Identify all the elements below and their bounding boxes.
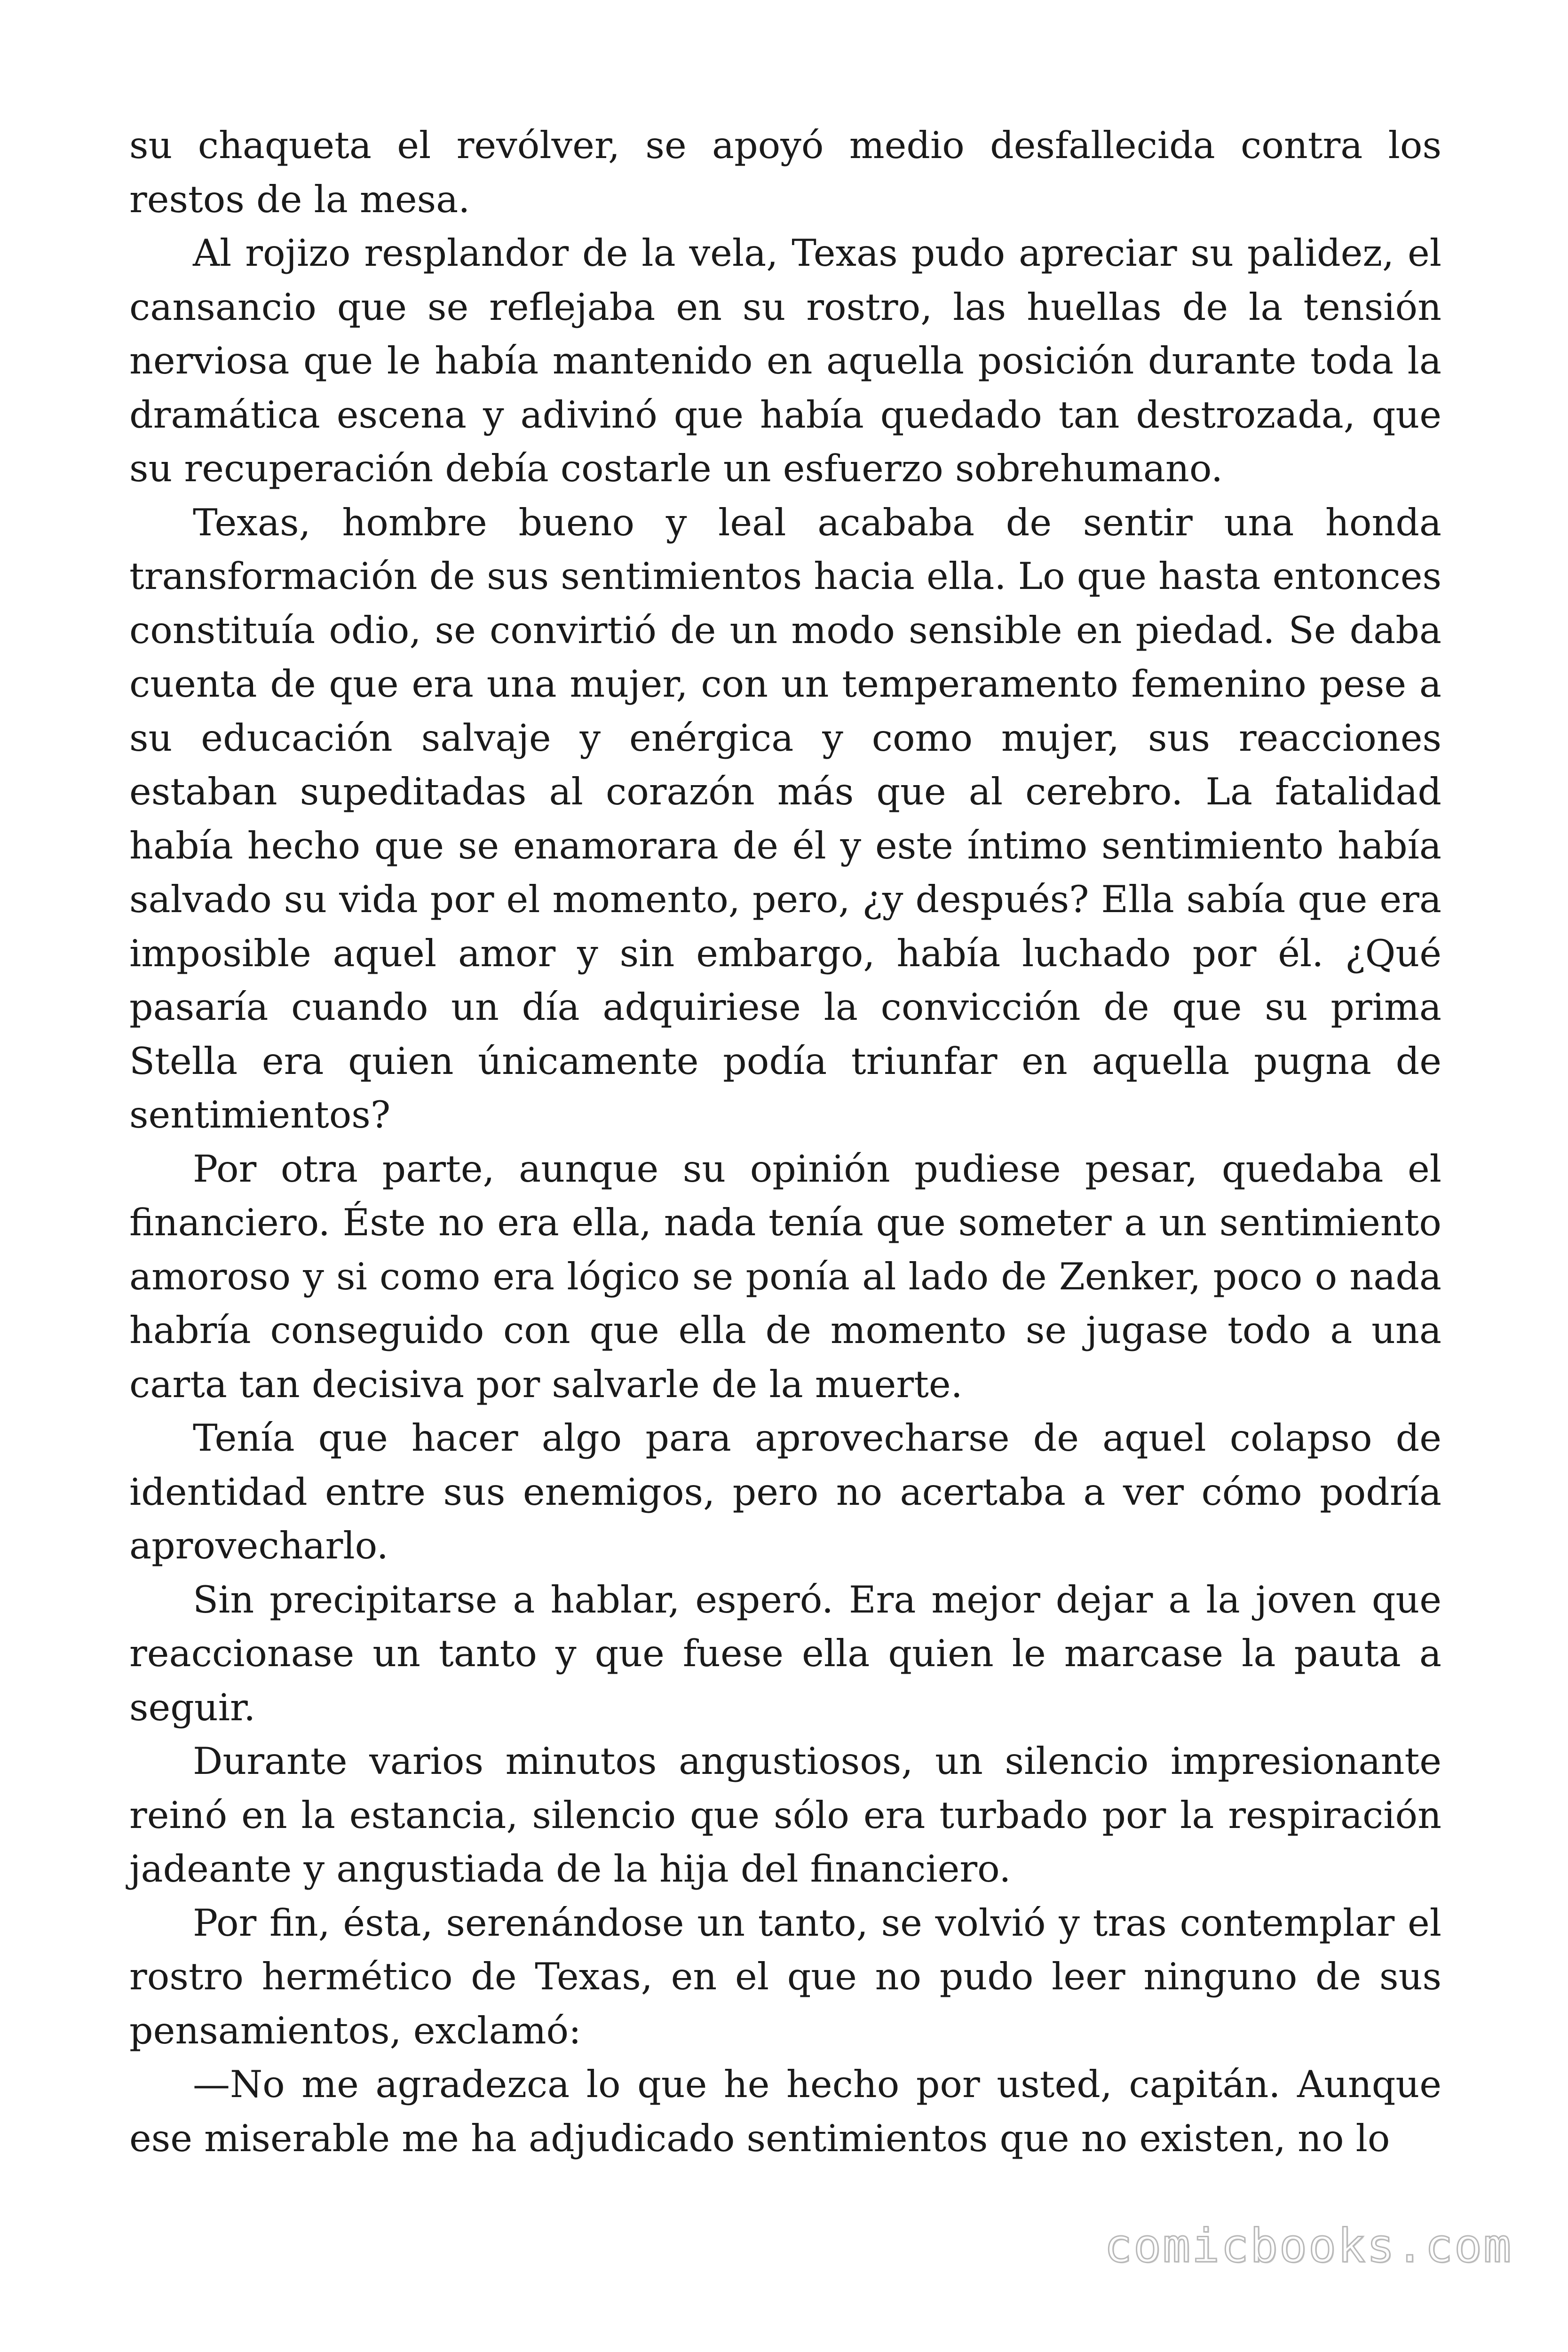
paragraph-5: Tenía que hacer algo para aprovecharse de aquel colapso de identidad entre sus enemigos, pero no acertaba a ver cómo podría aprovecharlo. [129,1416,1441,1567]
paragraph-7: Durante varios minutos angustiosos, un silencio impresionante reinó en la estancia, silencio que sólo era turbado por la respiración jadeante y angustiada de la hija del financiero. [129,1740,1441,1891]
paragraph-8: Por fin, ésta, serenándose un tanto, se volvió y tras contemplar el rostro hermético de Texas, en el que no pudo leer ninguno de sus pensamientos, exclamó: [129,1901,1441,2052]
paragraph-2: Al rojizo resplandor de la vela, Texas pudo apreciar su palidez, el cansancio que se reflejaba en su rostro, las huellas de la tensión nerviosa que le había mantenido en aquella posición durante toda la dramática escena y adivinó que había quedado tan destrozada, que su recuperación debía costarle un esfuerzo sobrehumano. [129,231,1441,490]
paragraph-4: Por otra parte, aunque su opinión pudiese pesar, quedaba el financiero. Éste no era ella, nada tenía que someter a un sentimiento amoroso y si como era lógico se ponía al lado de Zenker, poco o nada habría conseguido con que ella de momento se jugase todo a una carta tan decisiva por salvarle de la muerte. [129,1147,1441,1406]
paragraph-9: —No me agradezca lo que he hecho por usted, capitán. Aunque ese miserable me ha adjudicado sentimientos que no existen, no lo [129,2063,1441,2160]
paragraph-6: Sin precipitarse a hablar, esperó. Era mejor dejar a la joven que reaccionase un tanto y que fuese ella quien le marcase la pauta a seguir. [129,1578,1441,1729]
paragraph-3: Texas, hombre bueno y leal acababa de sentir una honda transformación de sus sentimientos hacia ella. Lo que hasta entonces constituía odio, se convirtió de un modo sensible en piedad. Se daba cuenta de que era una mujer, con un temperamento femenino pese a su educación salvaje y enérgica y como mujer, sus reacciones estaban supeditadas al corazón más que al cerebro. La fatalidad había hecho que se enamorara de él y este íntimo sentimiento había salvado su vida por el momento, pero, ¿y después? Ella sabía que era imposible aquel amor y sin embargo, había luchado por él. ¿Qué pasaría cuando un día adquiriese la convicción de que su prima Stella era quien únicamente podía triunfar en aquella pugna de sentimientos? [129,501,1441,1136]
paragraph-1: su chaqueta el revólver, se apoyó medio desfallecida contra los restos de la mesa. [129,124,1441,221]
page-text [129,119,1441,2165]
watermark-logo: comicbooks.com [1104,2219,1513,2273]
